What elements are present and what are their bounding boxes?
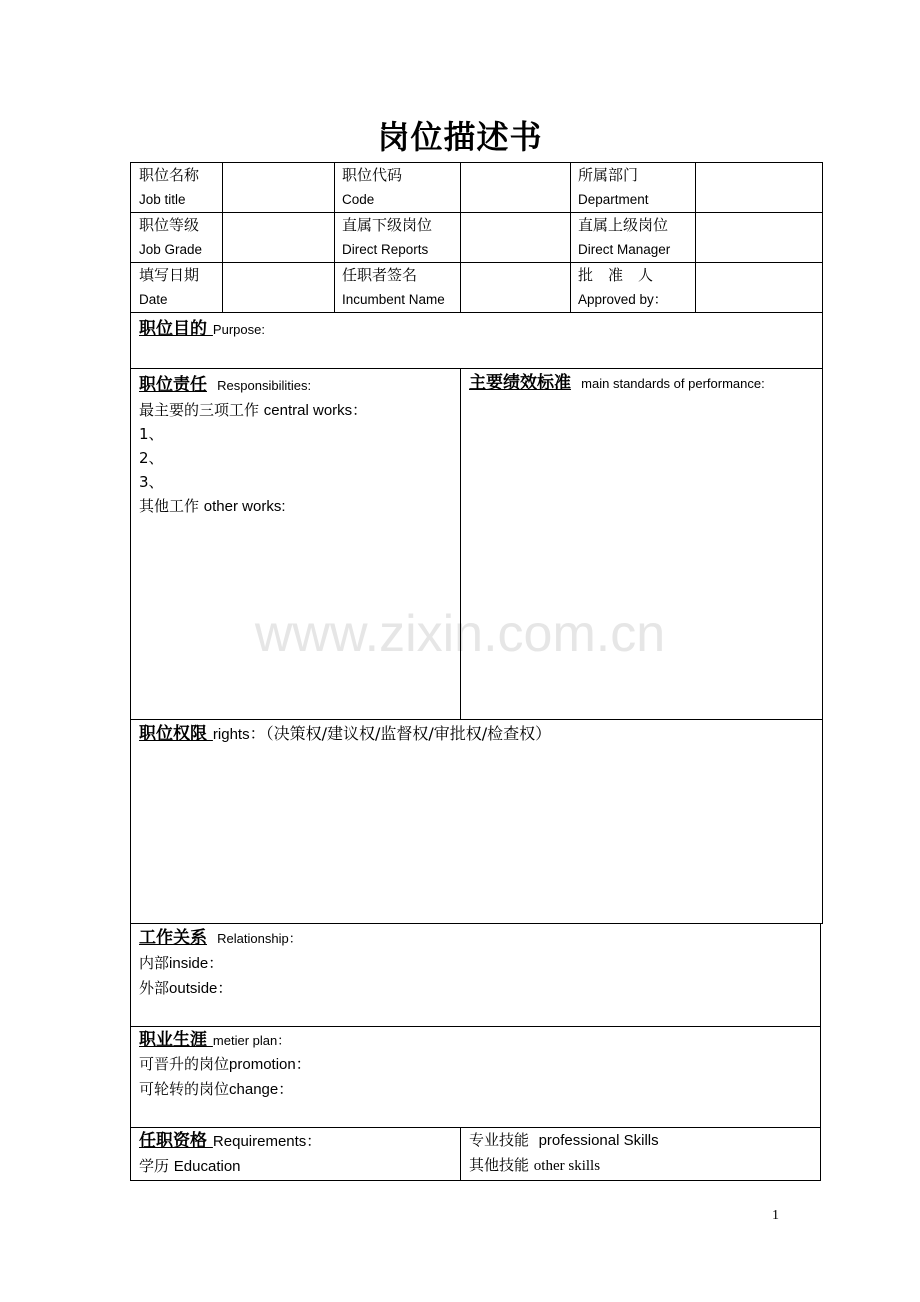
education-line — [139, 1155, 241, 1178]
professional-skills-en: professional Skills — [538, 1132, 659, 1149]
job-grade-label-en: Job Grade — [139, 242, 203, 257]
career-heading — [139, 1028, 290, 1053]
outside-en: outside： — [169, 980, 233, 997]
code-label-cn: 职位代码 — [342, 166, 403, 184]
other-skills-en: other skills — [533, 1158, 601, 1174]
responsibility-item-2: 2、 — [139, 449, 164, 467]
rights-heading-en: rights — [212, 726, 250, 743]
approved-by-label-en: Approved by： — [578, 292, 668, 307]
inside-cn: 内部 — [139, 954, 170, 972]
code-label-en: Code — [342, 192, 375, 207]
direct-reports-label-en: Direct Reports — [342, 242, 429, 257]
other-works-cn: 其他工作 — [139, 497, 200, 515]
grid-col-divider — [695, 162, 696, 313]
responsibility-item-3: 3、 — [139, 473, 164, 491]
grid-col-divider — [570, 162, 571, 313]
department-label-en: Department — [578, 192, 649, 207]
direct-reports-label-cn: 直属下级岗位 — [342, 216, 433, 234]
requirements-heading-cn: 任职资格 — [139, 1131, 213, 1151]
purpose-heading-cn: 职位目的 — [139, 319, 213, 339]
requirements-heading-en: Requirements： — [212, 1133, 322, 1150]
incumbent-label-en: Incumbent Name — [342, 292, 445, 307]
promotion-en: promotion： — [229, 1056, 311, 1073]
document-title: 岗位描述书 — [377, 118, 543, 156]
responsibility-item-1: 1、 — [139, 425, 164, 443]
responsibilities-heading-en: Responsibilities: — [217, 378, 312, 393]
job-title-label-en: Job title — [139, 192, 186, 207]
change-line — [139, 1078, 293, 1101]
inside-en: inside： — [169, 955, 224, 972]
other-works-en: other works: — [203, 498, 286, 515]
section-col-divider — [460, 1127, 461, 1181]
grid-col-divider — [460, 162, 461, 313]
rights-heading — [139, 722, 551, 747]
education-en: Education — [173, 1158, 241, 1175]
grid-row-divider — [130, 262, 823, 263]
relationship-heading-en: Relationship： — [217, 931, 302, 946]
job-title-label-cn: 职位名称 — [139, 166, 200, 184]
central-works-cn: 最主要的三项工作 — [139, 401, 260, 419]
professional-skills-cn: 专业技能 — [469, 1131, 530, 1149]
central-works-en: central works： — [263, 402, 368, 419]
direct-manager-label-cn: 直属上级岗位 — [578, 216, 669, 234]
page-number: 1 — [772, 1208, 779, 1223]
outside-cn: 外部 — [139, 979, 170, 997]
section-col-divider — [460, 368, 461, 720]
relationship-heading-cn: 工作关系 — [139, 928, 207, 948]
inside-line — [139, 952, 223, 975]
purpose-heading-en: Purpose: — [212, 322, 265, 337]
career-heading-cn: 职业生涯 — [139, 1030, 213, 1050]
watermark: www.zixin.com.cn — [254, 605, 666, 663]
grid-row-divider — [130, 212, 823, 213]
professional-skills-line — [469, 1129, 659, 1152]
change-cn: 可轮转的岗位 — [139, 1080, 230, 1098]
promotion-cn: 可晋升的岗位 — [139, 1055, 230, 1073]
requirements-heading — [139, 1129, 321, 1154]
rights-section — [130, 719, 823, 924]
rights-heading-types: ：（决策权/建议权/监督权/审批权/检查权） — [249, 724, 552, 743]
job-grade-label-cn: 职位等级 — [139, 216, 200, 234]
date-label-cn: 填写日期 — [139, 266, 200, 284]
central-works-line — [139, 399, 367, 422]
direct-manager-label-en: Direct Manager — [578, 242, 671, 257]
other-skills-line — [469, 1154, 600, 1177]
approved-by-label-cn: 批 准 人 — [578, 266, 654, 284]
header-grid — [130, 162, 823, 313]
other-works-line — [139, 495, 286, 518]
relationship-heading — [139, 926, 302, 951]
outside-line — [139, 977, 232, 1000]
date-label-en: Date — [139, 292, 168, 307]
grid-col-divider — [334, 162, 335, 313]
other-skills-cn: 其他技能 — [469, 1156, 530, 1174]
performance-heading — [469, 371, 765, 396]
promotion-line — [139, 1053, 311, 1076]
department-label-cn: 所属部门 — [578, 166, 639, 184]
responsibilities-heading-cn: 职位责任 — [139, 375, 207, 395]
grid-col-divider — [222, 162, 223, 313]
responsibilities-heading — [139, 373, 311, 398]
performance-heading-en: main standards of performance: — [581, 376, 765, 391]
career-heading-en: metier plan： — [212, 1033, 291, 1048]
incumbent-label-cn: 任职者签名 — [342, 266, 418, 284]
rights-heading-cn: 职位权限 — [139, 724, 213, 744]
performance-heading-cn: 主要绩效标准 — [469, 373, 571, 393]
education-cn: 学历 — [139, 1157, 170, 1175]
purpose-heading — [139, 317, 265, 342]
change-en: change： — [229, 1081, 294, 1098]
